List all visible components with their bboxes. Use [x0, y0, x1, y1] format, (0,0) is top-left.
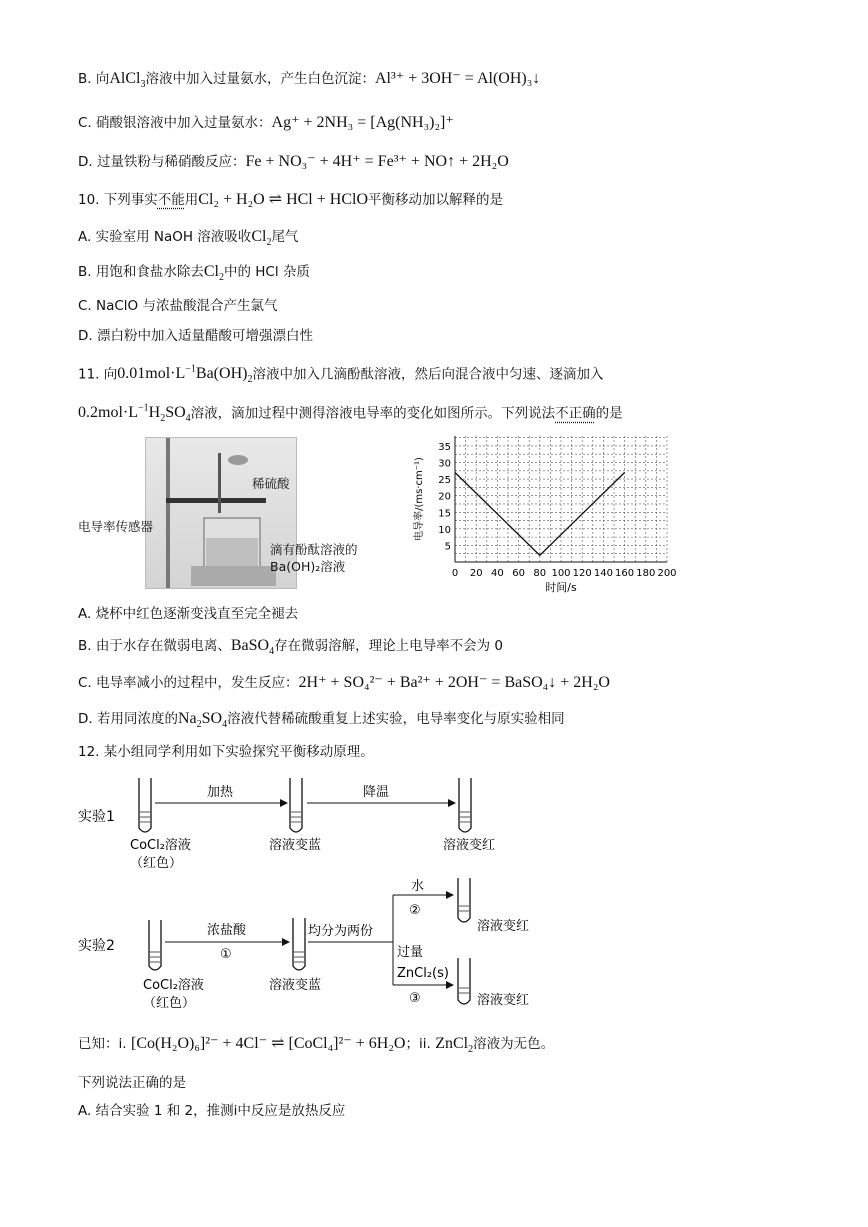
na2so4-formula: $Na_2SO_4$ — [177, 710, 228, 731]
q9-option-d — [78, 152, 509, 172]
alcl3-formula: AlCl$_3$ — [109, 70, 146, 91]
q11-line2-c: 的是 — [595, 405, 623, 422]
q10-a-tail: 尾气 — [271, 229, 299, 245]
q10-a-text: A. 实验室用 NaOH 溶液吸收 — [78, 229, 252, 245]
x-tick-label: 180 — [636, 568, 656, 579]
x-tick-label: 60 — [512, 568, 525, 579]
x-axis-label: 时间/s — [545, 581, 577, 593]
exp1-step1: 加热 — [207, 785, 234, 800]
exp2-test-tube-3 — [458, 878, 470, 922]
x-tick-label: 0 — [451, 568, 459, 579]
y-tick-label: 20 — [438, 491, 451, 503]
q9-d-prefix: D. 过量铁粉与稀硝酸反应： — [78, 154, 246, 170]
exp2-result-3: 溶液变红 — [477, 993, 530, 1008]
q10-equation: Cl₂ + H₂O ⇌ HCl + HClO — [198, 191, 368, 208]
cl2-formula: $Cl_2$ — [203, 263, 224, 284]
q11-option-c — [78, 673, 610, 693]
exp2-initial-color: （红色） — [143, 996, 196, 1011]
baso4-formula: BaSO$_4$ — [230, 637, 275, 658]
exp1-initial-color: （红色） — [130, 856, 183, 871]
q12-option-a — [78, 1101, 345, 1121]
known-equation: [Co(H₂O)₆]²⁻ + 4Cl⁻ ⇌ [CoCl₄]²⁻ + 6H₂O — [131, 1035, 406, 1052]
x-tick-label: 40 — [491, 568, 504, 579]
y-tick-label: 5 — [444, 541, 451, 553]
q11-option-b — [78, 636, 503, 662]
known-b: ；ii. — [405, 1036, 431, 1052]
exp1-test-tube-2 — [290, 778, 302, 832]
q11-c-equation: 2H⁺ + SO₄²⁻ + Ba²⁺ + 2OH⁻ = BaSO₄↓ + 2H₂O — [298, 674, 610, 691]
q10-stem — [78, 190, 503, 210]
known-c: 溶液为无色。 — [473, 1036, 555, 1052]
q11-a-text: A. 烧杯中红色逐渐变浅直至完全褪去 — [78, 606, 299, 622]
exp2-result-2: 溶液变红 — [477, 919, 530, 934]
q10-option-a — [78, 227, 298, 253]
q9-b-equation: Al³⁺ + 3OH⁻ = Al(OH)₃↓ — [374, 70, 541, 87]
q10-negation: 不能 — [157, 192, 185, 208]
q11-stem-line1 — [78, 360, 603, 391]
label-sensor: 电导率传感器 — [78, 519, 154, 534]
exp2-zncl2: ZnCl₂(s) — [397, 966, 449, 981]
q11-stem-line2 — [78, 399, 623, 430]
exp2-initial: CoCl₂溶液 — [143, 978, 204, 993]
y-tick-label: 15 — [438, 508, 451, 520]
exp2-step-1: ① — [220, 947, 232, 962]
exp1-initial: CoCl₂溶液 — [130, 838, 191, 853]
baoh2-concentration: $0.01mol\cdot L^{-1}Ba(OH)_2$ — [117, 364, 253, 386]
exp2-test-tube-2 — [293, 918, 305, 970]
exp1-step2: 降温 — [363, 785, 390, 800]
q10-b-text: B. 用饱和食盐水除去 — [78, 264, 204, 280]
y-tick-label: 25 — [438, 475, 451, 487]
q10-stem-a: 10. 下列事实 — [78, 192, 158, 208]
x-tick-label: 100 — [551, 568, 571, 579]
q12-stem-text: 12. 某小组同学利用如下实验探究平衡移动原理。 — [78, 744, 374, 760]
exp1-result-2: 溶液变红 — [443, 838, 496, 853]
q10-option-b — [78, 262, 310, 288]
exp2-test-tube-4 — [458, 958, 470, 1004]
label-solution-line1: 滴有酚酞溶液的 — [270, 542, 358, 557]
q11-d-text: D. 若用同浓度的 — [78, 711, 178, 727]
exp2-reagent: 浓盐酸 — [207, 923, 247, 938]
q10-stem-b: 用 — [184, 192, 199, 208]
exp2-excess: 过量 — [397, 945, 424, 960]
exp2-split: 均分为两份 — [308, 924, 374, 939]
y-tick-label: 30 — [438, 458, 451, 470]
experiment-diagram — [75, 770, 575, 1020]
x-tick-label: 160 — [615, 568, 635, 579]
exp2-label: 实验2 — [78, 938, 115, 954]
exp2-result-1: 溶液变蓝 — [269, 978, 322, 993]
x-tick-label: 120 — [572, 568, 592, 579]
known-a: 已知：i. — [78, 1036, 127, 1052]
y-tick-label: 35 — [438, 441, 451, 453]
q9-b-prefix: B. 向 — [78, 71, 110, 87]
exp2-step-2: ② — [409, 903, 421, 918]
label-dilute-acid: 稀硫酸 — [252, 476, 290, 491]
q12-known — [78, 1034, 554, 1060]
exp1-result-1: 溶液变蓝 — [269, 838, 322, 853]
exp1-test-tube-3 — [459, 778, 471, 832]
q11-line1-b: 溶液中加入几滴酚酞溶液，然后向混合液中匀速、逐滴加入 — [252, 366, 604, 383]
exp1-test-tube-1 — [139, 778, 151, 832]
q9-c-prefix: C. 硝酸银溶液中加入过量氨水： — [78, 115, 272, 131]
conductivity-chart — [410, 428, 680, 593]
q11-option-d — [78, 709, 565, 735]
q10-d-text: D. 漂白粉中加入适量醋酸可增强漂白性 — [78, 328, 313, 344]
label-solution-line2: Ba(OH)₂溶液 — [270, 559, 346, 574]
x-tick-label: 140 — [593, 568, 613, 579]
q9-d-equation: Fe + NO₃⁻ + 4H⁺ = Fe³⁺ + NO↑ + 2H₂O — [245, 153, 509, 170]
q12-question-text: 下列说法正确的是 — [78, 1075, 186, 1091]
q11-line1-a: 11. 向 — [78, 366, 118, 383]
q11-option-a — [78, 604, 298, 624]
q12-stem — [78, 742, 374, 762]
q11-negation: 不正确 — [555, 405, 596, 422]
q11-d-tail: 溶液代替稀硫酸重复上述实验，电导率变化与原实验相同 — [227, 711, 565, 727]
q10-c-text: C. NaClO 与浓盐酸混合产生氯气 — [78, 298, 278, 314]
x-tick-label: 200 — [657, 568, 677, 579]
q9-c-equation: Ag⁺ + 2NH₃ = [Ag(NH₃)₂]⁺ — [271, 114, 454, 131]
y-tick-label: 10 — [438, 524, 451, 536]
q10-stem-c: 平衡移动加以解释的是 — [368, 192, 503, 208]
q12-question — [78, 1073, 186, 1093]
cl2-formula: $Cl_2$ — [251, 228, 272, 249]
q9-option-b — [78, 69, 540, 95]
q9-option-c — [78, 113, 454, 133]
exp2-water: 水 — [411, 879, 425, 894]
exp2-step-3: ③ — [409, 991, 421, 1006]
q12-a-text: A. 结合实验 1 和 2，推测i中反应是放热反应 — [78, 1103, 346, 1119]
y-axis-label: 电导率/(ms·cm⁻¹) — [414, 457, 425, 541]
x-tick-label: 80 — [533, 568, 547, 579]
h2so4-concentration: $0.2mol\cdot L^{-1}H_2SO_4$ — [78, 403, 191, 425]
q10-option-d — [78, 326, 313, 346]
zncl2-formula: ZnCl$_2$ — [435, 1035, 474, 1056]
q11-line2-b: 溶液，滴加过程中测得溶液电导率的变化如图所示。下列说法 — [190, 405, 556, 422]
q9-b-mid: 溶液中加入过量氨水，产生白色沉淀： — [145, 71, 375, 87]
q11-b-mid: 存在微弱溶解，理论上电导率不会为 0 — [274, 638, 503, 654]
exp2-test-tube-1 — [149, 920, 161, 970]
exp1-label: 实验1 — [78, 809, 115, 825]
q11-c-text: C. 电导率减小的过程中，发生反应： — [78, 675, 299, 691]
q10-b-tail: 中的 HCl 杂质 — [223, 264, 310, 280]
q10-option-c — [78, 296, 277, 316]
x-tick-label: 20 — [469, 568, 483, 579]
q11-b-text: B. 由于水存在微弱电离、 — [78, 638, 231, 654]
